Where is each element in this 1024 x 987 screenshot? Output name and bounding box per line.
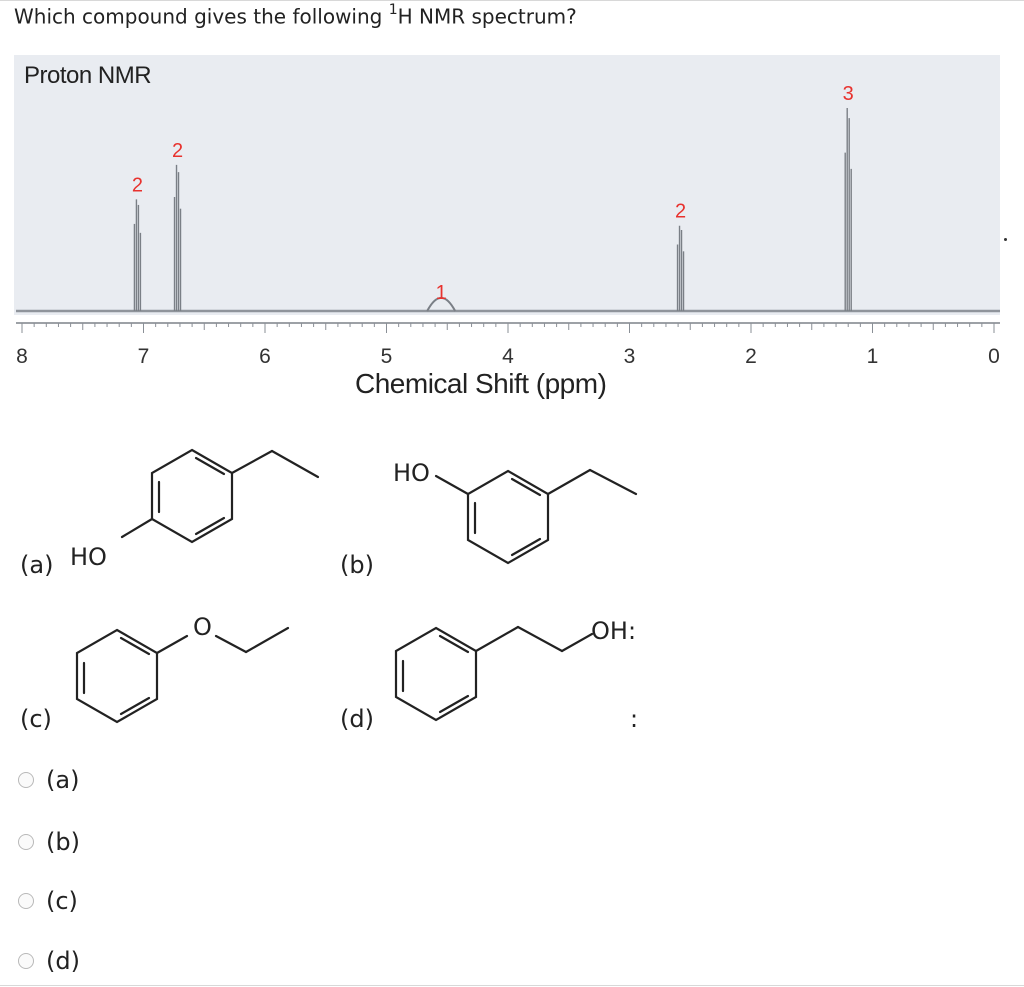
chart-title: Proton NMR [24, 62, 152, 89]
structure-d-oh: OH: [591, 617, 637, 645]
x-tick-label: 8 [16, 345, 28, 368]
x-tick-label: 3 [623, 345, 636, 368]
x-tick-label: 7 [137, 345, 150, 368]
structure-b-ho: HO [393, 459, 430, 487]
structure-a-ho: HO [70, 543, 107, 571]
integration-label: 2 [171, 139, 184, 162]
choice-c[interactable] [18, 886, 78, 916]
choice-a[interactable] [18, 765, 79, 795]
choice-b-label: (b) [46, 828, 80, 856]
choice-b[interactable] [18, 827, 80, 857]
radio-b[interactable] [18, 834, 34, 850]
structure-a [122, 450, 318, 542]
structure-c-label: (c) [20, 705, 52, 733]
structure-a-label: (a) [20, 551, 54, 579]
choice-d[interactable] [18, 946, 80, 976]
structure-c-oxygen: O [193, 613, 212, 641]
x-tick-label: 6 [259, 345, 271, 368]
structure-d-colon: : [630, 705, 639, 733]
x-tick-label: 1 [866, 345, 879, 368]
choice-c-label: (c) [46, 887, 78, 915]
integration-label: 3 [842, 83, 854, 105]
x-tick-label: 4 [502, 345, 514, 368]
choice-d-label: (d) [46, 947, 80, 975]
structure-b-label: (b) [340, 551, 374, 579]
bottom-divider [0, 985, 1024, 986]
integration-label: 1 [435, 282, 447, 304]
structure-c [77, 628, 288, 722]
choice-a-label: (a) [46, 766, 80, 794]
structure-d [396, 627, 592, 720]
x-tick-label: 5 [380, 345, 393, 368]
radio-a[interactable] [18, 772, 34, 788]
question-text: Which compound gives the following $^1$H NMR spectrum? [14, 2, 577, 29]
structure-b [436, 470, 636, 563]
radio-d[interactable] [18, 953, 34, 969]
radio-c[interactable] [18, 893, 34, 909]
x-tick-label: 2 [745, 345, 757, 368]
integration-label: 2 [674, 200, 687, 223]
structure-d-label: (d) [340, 705, 374, 733]
integration-label: 2 [131, 174, 143, 197]
x-tick-label: 0 [988, 345, 1000, 368]
x-axis-label: Chemical Shift (ppm) [355, 368, 607, 399]
